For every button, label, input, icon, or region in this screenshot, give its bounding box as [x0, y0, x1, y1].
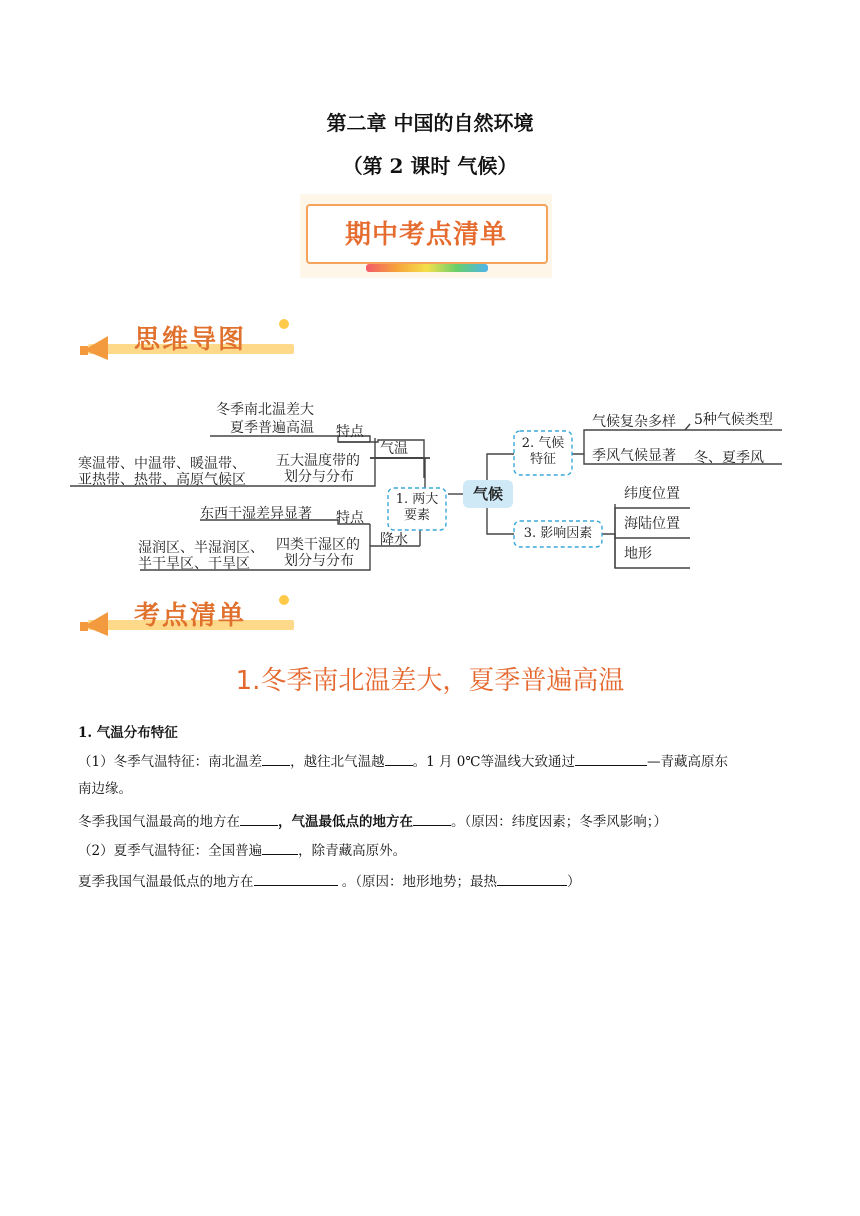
precip-areas-label-line2: 划分与分布 [284, 553, 354, 569]
banner [300, 194, 552, 278]
subhead-temperature-distribution: 1. 气温分布特征 [78, 725, 178, 741]
text: ） [567, 874, 581, 890]
temp-zones-label-line1: 五大温度带的 [276, 453, 360, 469]
temp-zones-line1: 寒温带、中温带、暖温带、 [78, 456, 246, 472]
banner-rainbow-bar [366, 264, 488, 272]
node-climate-features: 2. 气候 特征 [521, 436, 565, 467]
precip-areas-label-line1: 四类干湿区的 [276, 537, 360, 553]
precip-feature-line: 东西干湿差异显著 [200, 506, 312, 522]
blank-answer[interactable] [385, 751, 413, 766]
section-mind-map-label: 思维导图 [134, 325, 247, 355]
text: 。（原因：纬度因素；冬季风影响；） [451, 814, 667, 830]
temp-label: 气温 [380, 441, 408, 457]
temp-zones-label-line2: 划分与分布 [284, 469, 354, 485]
text: （2）夏季气温特征：全国普遍 [78, 843, 263, 859]
line-southeast-edge: 南边缘。 [78, 781, 132, 797]
text: ，越往北气温越 [290, 754, 385, 770]
blank-answer[interactable] [413, 811, 451, 826]
text: 冬季我国气温最高的地方在 [78, 814, 240, 830]
text: —青藏高原东 [646, 754, 728, 770]
feature-monsoon-detail: 冬、夏季风 [694, 450, 764, 466]
blank-answer[interactable] [240, 811, 278, 826]
factor-terrain: 地形 [624, 546, 652, 562]
feature-monsoon: 季风气候显著 [592, 448, 676, 464]
feature-complex-detail: 5种气候类型 [694, 412, 773, 428]
lesson-title: （第 2 课时 气候） [342, 154, 518, 178]
node-two-elements: 1. 两大 要素 [395, 492, 439, 523]
line-winter-temp [78, 751, 728, 771]
section-mind-map [78, 314, 294, 364]
factor-land-sea: 海陆位置 [624, 516, 680, 532]
text: （1）冬季气温特征：南北温差 [78, 754, 263, 770]
temp-feature-line1: 冬季南北温差大 [216, 402, 314, 418]
blank-answer[interactable] [575, 751, 647, 766]
precip-areas-line2: 半干旱区、干旱区 [138, 556, 250, 572]
precip-label: 降水 [380, 532, 408, 548]
text: 。（原因：地形地势；最热 [341, 874, 498, 890]
node-influence-factors: 3. 影响因素 [523, 526, 593, 541]
section-key-points-label: 考点清单 [134, 601, 247, 631]
text: 。1 月 0℃等温线大致通过 [412, 754, 575, 770]
chapter-title: 第二章 中国的自然环境 [326, 111, 534, 135]
factor-latitude: 纬度位置 [624, 486, 680, 502]
text: 夏季我国气温最低点的地方在 [78, 874, 254, 890]
mind-map [70, 396, 790, 586]
text: ，除青藏高原外。 [298, 843, 407, 859]
blank-answer[interactable] [254, 871, 338, 886]
line-summer-temp [78, 840, 406, 860]
precip-areas-line1: 湿润区、半湿润区、 [138, 540, 264, 556]
temp-feature-line2: 夏季普遍高温 [230, 420, 314, 436]
key-point-heading: 1.冬季南北温差大，夏季普遍高温 [235, 666, 625, 696]
node-climate-center: 气候 [472, 485, 503, 503]
temp-feature-label: 特点 [336, 424, 364, 440]
blank-answer[interactable] [262, 840, 298, 855]
section-key-points [78, 590, 294, 640]
temp-zones-line2: 亚热带、热带、高原气候区 [78, 472, 246, 488]
line-winter-extremes [78, 811, 667, 831]
banner-label: 期中考点清单 [344, 220, 507, 250]
line-summer-lowest [78, 871, 581, 891]
feature-complex: 气候复杂多样 [592, 414, 676, 430]
text: ，气温最低点的地方在 [278, 814, 413, 830]
blank-answer[interactable] [497, 871, 567, 886]
precip-feature-label: 特点 [336, 510, 364, 526]
blank-answer[interactable] [262, 751, 290, 766]
